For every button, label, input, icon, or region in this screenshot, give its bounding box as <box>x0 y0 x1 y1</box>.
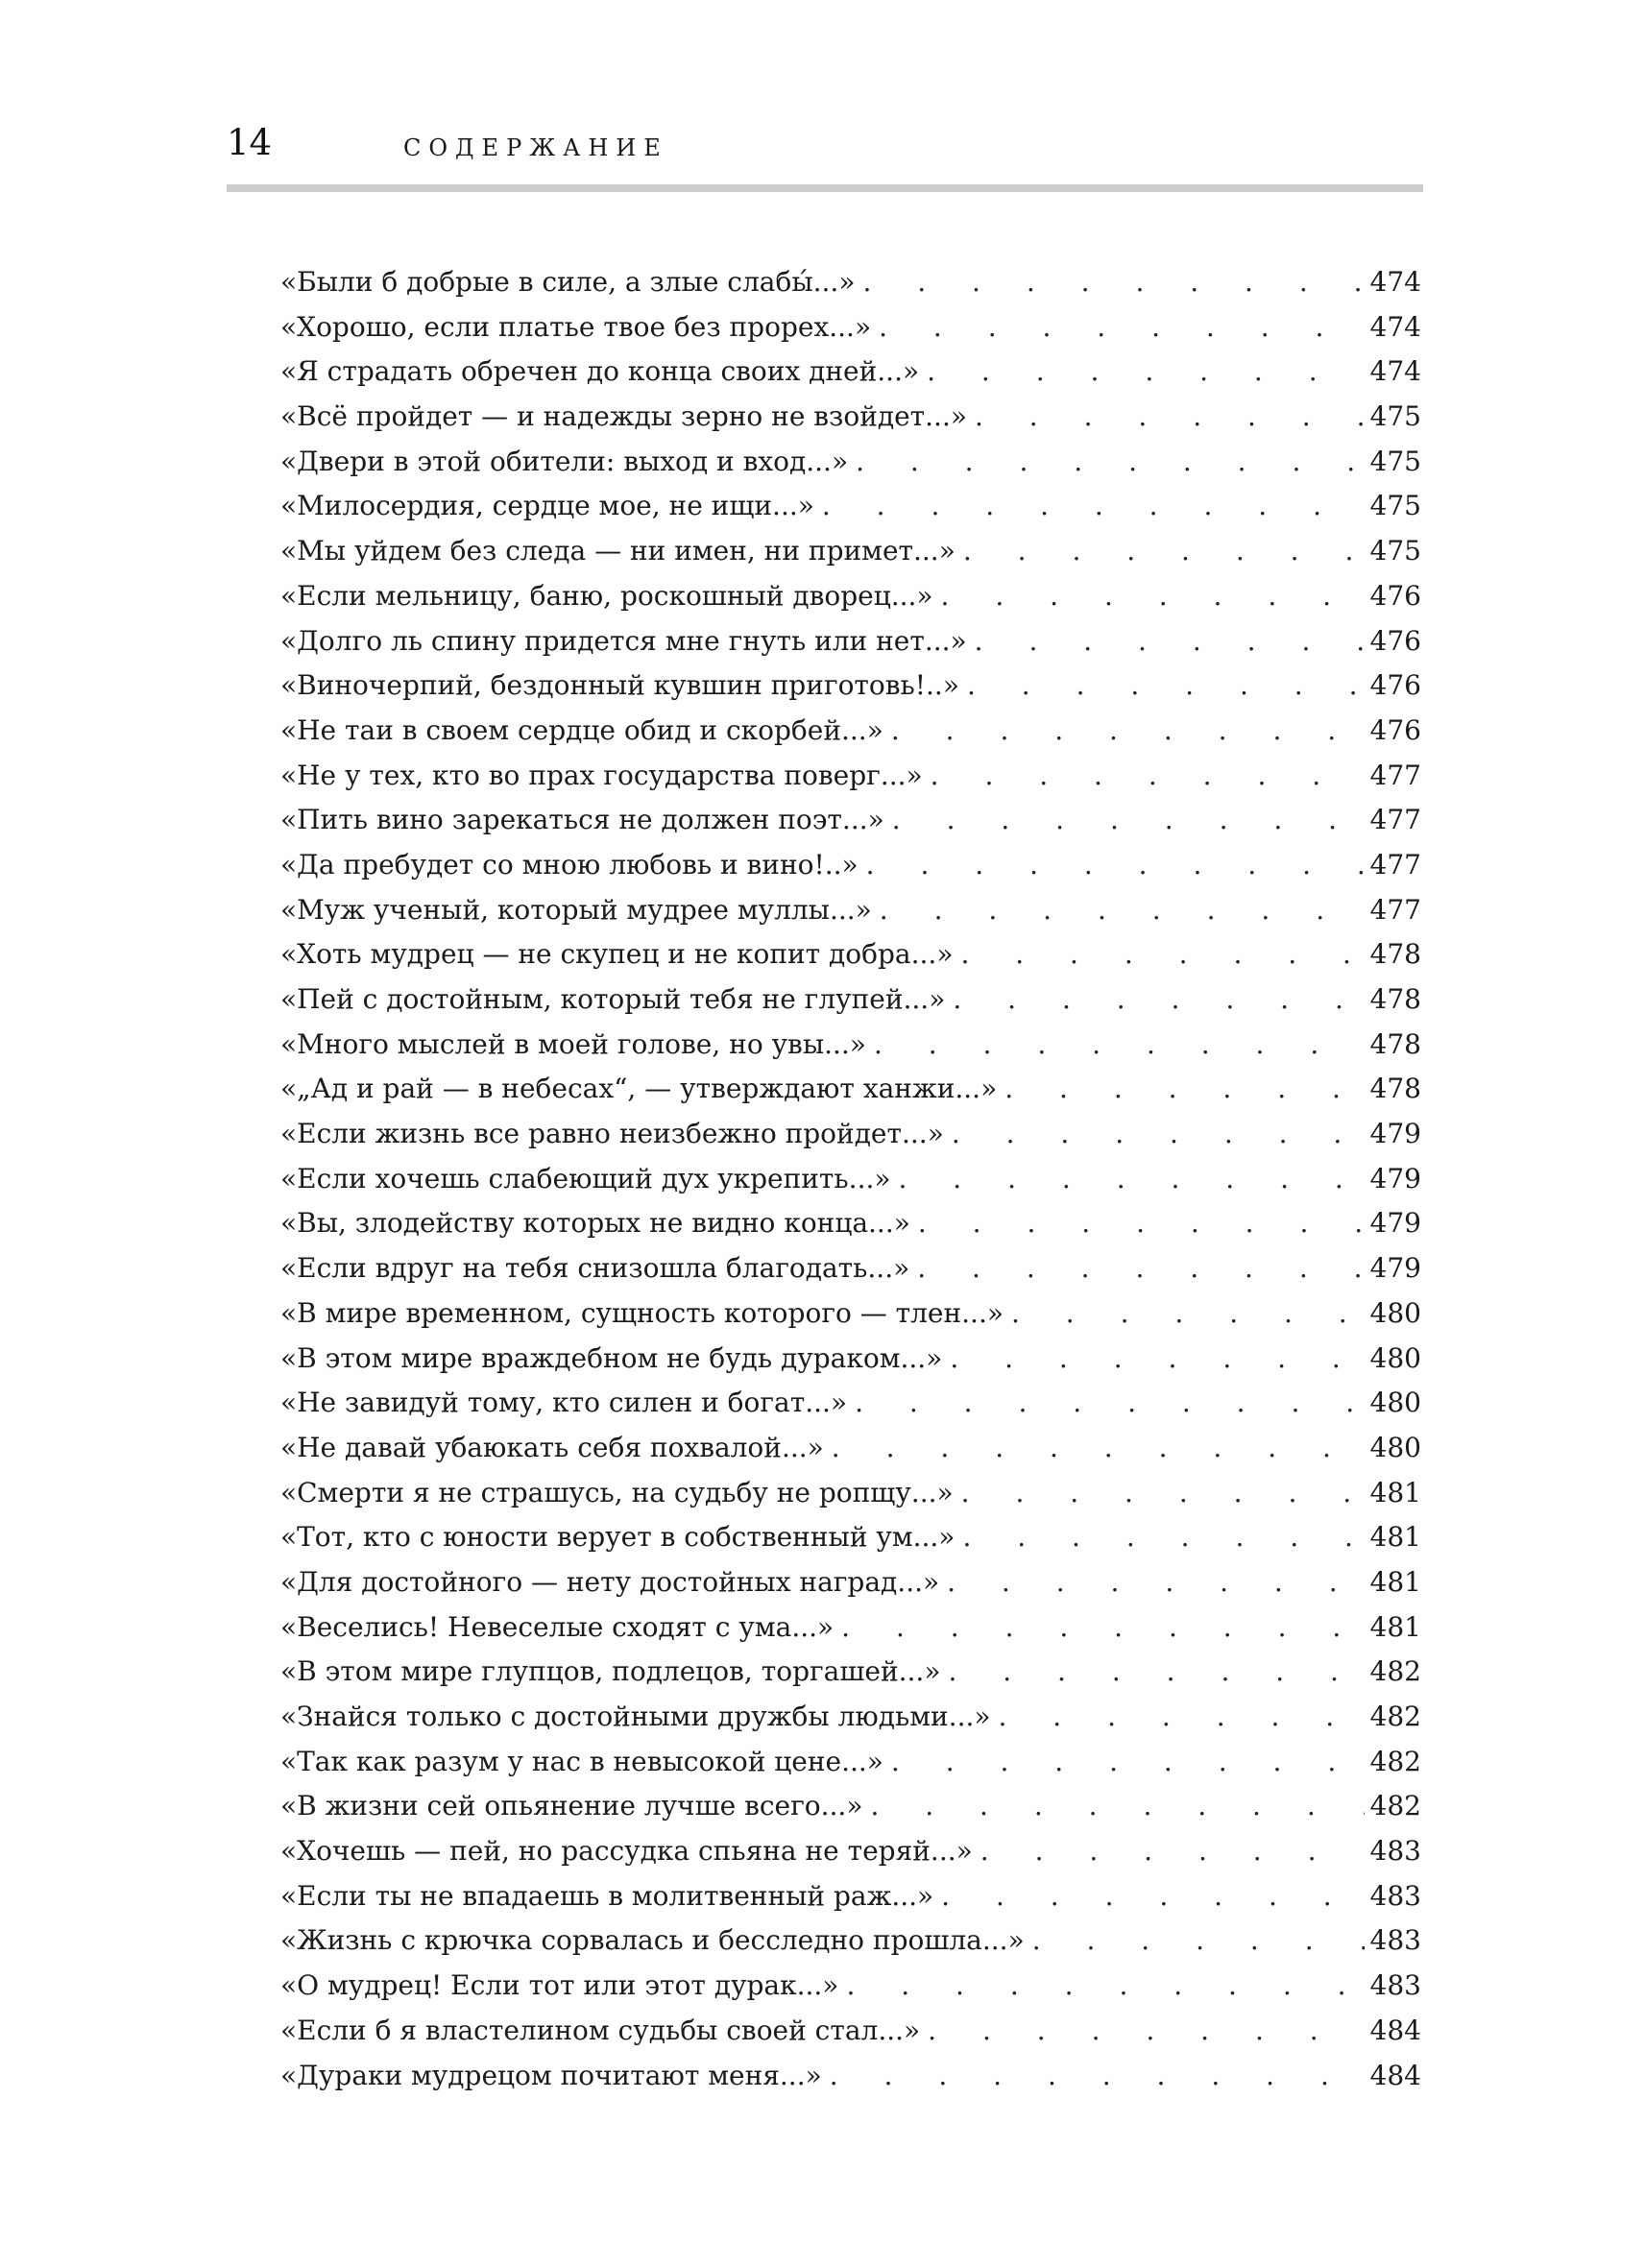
toc-dot-leader <box>879 305 1364 350</box>
toc-entry[interactable] <box>280 305 1421 350</box>
toc-entry-page: 474 <box>1369 266 1421 298</box>
toc-entry-title: «Пить вино зарекаться не должен поэт...» <box>280 798 892 843</box>
toc-dot-leader <box>948 1650 1364 1695</box>
toc-entry-title: «Не у тех, кто во прах государства поверг...» <box>280 754 931 799</box>
toc-entry-title: «О мудрец! Если тот или этот дурак...» <box>280 1964 846 2009</box>
toc-entry-page: 482 <box>1369 1745 1421 1777</box>
toc-entry-title: «Хоть мудрец — не скупец и не копит добра...» <box>280 932 960 977</box>
toc-entry[interactable] <box>280 1650 1421 1695</box>
toc-entry[interactable] <box>280 1605 1421 1651</box>
toc-dot-leader <box>975 619 1365 664</box>
toc-dot-leader <box>952 1112 1365 1157</box>
toc-entry-page: 476 <box>1369 669 1421 702</box>
toc-entry-page: 478 <box>1369 1027 1421 1060</box>
toc-entry-title: «Если б я властелином судьбы своей стал...» <box>280 2009 928 2054</box>
toc-entry-title: «Да пребудет со мною любовь и вино!..» <box>280 843 866 888</box>
toc-dot-leader <box>874 1023 1365 1068</box>
toc-entry-page: 477 <box>1369 759 1421 791</box>
toc-entry-page: 482 <box>1369 1655 1421 1688</box>
toc-dot-leader <box>947 1560 1364 1605</box>
toc-entry-title: «Хорошо, если платье твое без прорех...» <box>280 305 879 350</box>
toc-entry[interactable] <box>280 484 1421 529</box>
toc-dot-leader <box>899 1157 1365 1202</box>
toc-dot-leader <box>862 260 1364 305</box>
toc-entry-page: 483 <box>1369 1835 1421 1868</box>
toc-entry-title: «Смерти я не страшусь, на судьбу не ропщу...» <box>280 1471 961 1516</box>
toc-dot-leader <box>962 1515 1364 1560</box>
toc-entry[interactable] <box>280 1112 1421 1157</box>
header-rule <box>227 184 1423 192</box>
toc-entry-title: «Если жизнь все равно неизбежно пройдет...» <box>280 1112 952 1157</box>
toc-entry-page: 479 <box>1369 1162 1421 1194</box>
toc-entry[interactable] <box>280 574 1421 619</box>
toc-entry-page: 481 <box>1369 1476 1421 1508</box>
toc-dot-leader <box>856 440 1364 485</box>
toc-dot-leader <box>953 977 1364 1023</box>
toc-entry-page: 483 <box>1369 1969 1421 2002</box>
toc-entry-title: «Жизнь с крючка сорвалась и бесследно прошла...» <box>280 1918 1032 1964</box>
toc-entry-page: 480 <box>1369 1431 1421 1463</box>
toc-entry-title: «Много мыслей в моей голове, но увы...» <box>280 1023 874 1068</box>
toc-entry-page: 478 <box>1369 1073 1421 1105</box>
toc-entry[interactable] <box>280 1560 1421 1605</box>
toc-entry-page: 481 <box>1369 1610 1421 1643</box>
toc-entry-page: 480 <box>1369 1296 1421 1329</box>
toc-dot-leader <box>928 2009 1364 2054</box>
toc-entry-page: 484 <box>1369 2014 1421 2046</box>
toc-entry[interactable] <box>280 2054 1421 2099</box>
toc-entry[interactable] <box>280 1337 1421 1382</box>
toc-entry-title: «Всё пройдет — и надежды зерно не взойдет...» <box>280 395 975 440</box>
toc-entry-title: «Если мельницу, баню, роскошный дворец...» <box>280 574 941 619</box>
toc-dot-leader <box>870 1784 1364 1829</box>
running-title: СОДЕРЖАНИЕ <box>403 134 668 161</box>
toc-dot-leader <box>891 1740 1365 1785</box>
toc-entry-title: «В жизни сей опьянение лучше всего...» <box>280 1784 870 1829</box>
toc-entry[interactable] <box>280 350 1421 395</box>
toc-entry-page: 474 <box>1369 355 1421 388</box>
toc-dot-leader <box>846 1964 1364 2009</box>
page-number: 14 <box>227 122 273 163</box>
toc-dot-leader <box>891 709 1365 754</box>
toc-entry[interactable] <box>280 1964 1421 2009</box>
toc-entry-page: 475 <box>1369 535 1421 567</box>
toc-dot-leader <box>880 888 1365 933</box>
toc-entry-title: «Пей с достойным, который тебя не глупей...» <box>280 977 953 1023</box>
toc-entry-page: 483 <box>1369 1879 1421 1912</box>
toc-dot-leader <box>941 1874 1364 1919</box>
toc-entry-title: «Не завидуй тому, кто силен и богат...» <box>280 1381 855 1426</box>
toc-entry[interactable] <box>280 888 1421 933</box>
toc-entry-page: 475 <box>1369 400 1421 433</box>
toc-entry[interactable] <box>280 1023 1421 1068</box>
toc-entry-page: 481 <box>1369 1565 1421 1598</box>
toc-entry[interactable] <box>280 1201 1421 1246</box>
toc-entry-page: 484 <box>1369 2059 1421 2091</box>
toc-dot-leader <box>917 1246 1364 1291</box>
toc-entry-title: «Если вдруг на тебя снизошла благодать...» <box>280 1246 917 1291</box>
toc-entry[interactable] <box>280 1471 1421 1516</box>
toc-entry[interactable] <box>280 1784 1421 1829</box>
toc-entry-page: 482 <box>1369 1790 1421 1822</box>
toc-dot-leader <box>892 798 1365 843</box>
toc-entry[interactable] <box>280 1829 1421 1874</box>
toc-entry-page: 474 <box>1369 310 1421 343</box>
toc-entry-page: 476 <box>1369 713 1421 746</box>
toc-entry[interactable] <box>280 664 1421 709</box>
toc-dot-leader <box>950 1337 1364 1382</box>
toc-entry-title: «В этом мире враждебном не будь дураком...» <box>280 1337 950 1382</box>
toc-entry[interactable] <box>280 1067 1421 1112</box>
toc-entry-page: 481 <box>1369 1521 1421 1554</box>
toc-entry[interactable] <box>280 977 1421 1023</box>
toc-entry-title: «Долго ль спину придется мне гнуть или нет...» <box>280 619 975 664</box>
toc-entry-title: «Виночерпий, бездонный кувшин приготовь!..» <box>280 664 967 709</box>
toc-entry[interactable] <box>280 1426 1421 1471</box>
toc-entry-title: «Мы уйдем без следа — ни имен, ни примет...» <box>280 529 963 574</box>
toc-entry[interactable] <box>280 1381 1421 1426</box>
toc-entry-title: «Я страдать обречен до конца своих дней...» <box>280 350 927 395</box>
toc-entry-page: 480 <box>1369 1341 1421 1374</box>
toc-entry[interactable] <box>280 1918 1421 1964</box>
toc-dot-leader <box>941 574 1365 619</box>
toc-entry-page: 476 <box>1369 624 1421 657</box>
toc-dot-leader <box>832 1426 1365 1471</box>
toc-dot-leader <box>866 843 1365 888</box>
toc-entry-title: «Для достойного — нету достойных наград...» <box>280 1560 947 1605</box>
toc-entry-title: «В мире временном, сущность которого — тлен...» <box>280 1291 1011 1337</box>
toc-entry[interactable] <box>280 1695 1421 1740</box>
toc-dot-leader <box>967 664 1365 709</box>
toc-entry[interactable] <box>280 1515 1421 1560</box>
toc-dot-leader <box>822 484 1365 529</box>
toc-entry-title: «Так как разум у нас в невысокой цене...» <box>280 1740 891 1785</box>
toc-entry[interactable] <box>280 395 1421 440</box>
toc-entry-title: «Были б добрые в силе, а злые слабы́...» <box>280 260 862 305</box>
toc-entry[interactable] <box>280 440 1421 485</box>
toc-entry[interactable] <box>280 2009 1421 2054</box>
toc-dot-leader <box>927 350 1364 395</box>
toc-entry-page: 477 <box>1369 893 1421 926</box>
toc-dot-leader <box>918 1201 1365 1246</box>
toc-entry-title: «Если ты не впадаешь в молитвенный раж...» <box>280 1874 941 1919</box>
toc-entry-page: 475 <box>1369 445 1421 477</box>
toc-dot-leader <box>980 1829 1365 1874</box>
toc-dot-leader <box>963 529 1365 574</box>
toc-entry-page: 477 <box>1369 804 1421 836</box>
toc-entry-title: «Вы, злодейству которых не видно конца...» <box>280 1201 918 1246</box>
toc-entry-title: «Не таи в своем сердце обид и скорбей...» <box>280 709 891 754</box>
table-of-contents <box>280 260 1421 2098</box>
toc-entry-page: 478 <box>1369 938 1421 971</box>
toc-entry[interactable] <box>280 932 1421 977</box>
toc-entry[interactable] <box>280 1740 1421 1785</box>
toc-entry-title: «Знайся только с достойными дружбы людьми...» <box>280 1695 999 1740</box>
toc-entry-title: «Если хочешь слабеющий дух укрепить...» <box>280 1157 899 1202</box>
toc-dot-leader <box>1032 1918 1365 1964</box>
toc-entry-title: «„Ад и рай — в небесах“, — утверждают ханжи...» <box>280 1067 1004 1112</box>
toc-entry-page: 475 <box>1369 490 1421 522</box>
toc-dot-leader <box>975 395 1365 440</box>
toc-entry-page: 478 <box>1369 983 1421 1015</box>
toc-entry-title: «Веселись! Невеселые сходят с ума...» <box>280 1605 841 1651</box>
toc-entry-title: «В этом мире глупцов, подлецов, торгашей...» <box>280 1650 948 1695</box>
toc-dot-leader <box>830 2054 1365 2099</box>
toc-entry-title: «Хочешь — пей, но рассудка спьяна не теряй...» <box>280 1829 980 1874</box>
toc-entry-title: «Дураки мудрецом почитают меня...» <box>280 2054 830 2099</box>
toc-entry[interactable] <box>280 754 1421 799</box>
toc-entry-page: 477 <box>1369 848 1421 881</box>
toc-entry-page: 483 <box>1369 1924 1421 1957</box>
toc-entry-page: 479 <box>1369 1252 1421 1285</box>
toc-entry[interactable] <box>280 843 1421 888</box>
toc-entry-title: «Милосердия, сердце мое, не ищи...» <box>280 484 822 529</box>
toc-dot-leader <box>841 1605 1364 1651</box>
toc-entry-title: «Не давай убаюкать себя похвалой...» <box>280 1426 832 1471</box>
toc-entry-title: «Тот, кто с юности верует в собственный ум...» <box>280 1515 962 1560</box>
toc-entry[interactable] <box>280 619 1421 664</box>
toc-dot-leader <box>961 1471 1365 1516</box>
toc-dot-leader <box>1004 1067 1364 1112</box>
toc-entry-page: 482 <box>1369 1701 1421 1732</box>
toc-entry[interactable] <box>280 1157 1421 1202</box>
toc-entry[interactable] <box>280 260 1421 305</box>
toc-entry-page: 479 <box>1369 1207 1421 1240</box>
toc-entry-page: 476 <box>1369 579 1421 612</box>
toc-entry[interactable] <box>280 1246 1421 1291</box>
toc-entry-page: 480 <box>1369 1387 1421 1419</box>
toc-entry[interactable] <box>280 529 1421 574</box>
toc-dot-leader <box>931 754 1365 799</box>
toc-entry[interactable] <box>280 709 1421 754</box>
toc-dot-leader <box>999 1695 1365 1740</box>
toc-dot-leader <box>855 1381 1364 1426</box>
toc-entry-title: «Двери в этой обители: выход и вход...» <box>280 440 856 485</box>
toc-entry[interactable] <box>280 798 1421 843</box>
toc-entry-page: 479 <box>1369 1118 1421 1150</box>
toc-dot-leader <box>1011 1291 1365 1337</box>
toc-entry-title: «Муж ученый, который мудрее муллы...» <box>280 888 880 933</box>
toc-dot-leader <box>960 932 1364 977</box>
toc-entry[interactable] <box>280 1874 1421 1919</box>
toc-entry[interactable] <box>280 1291 1421 1337</box>
